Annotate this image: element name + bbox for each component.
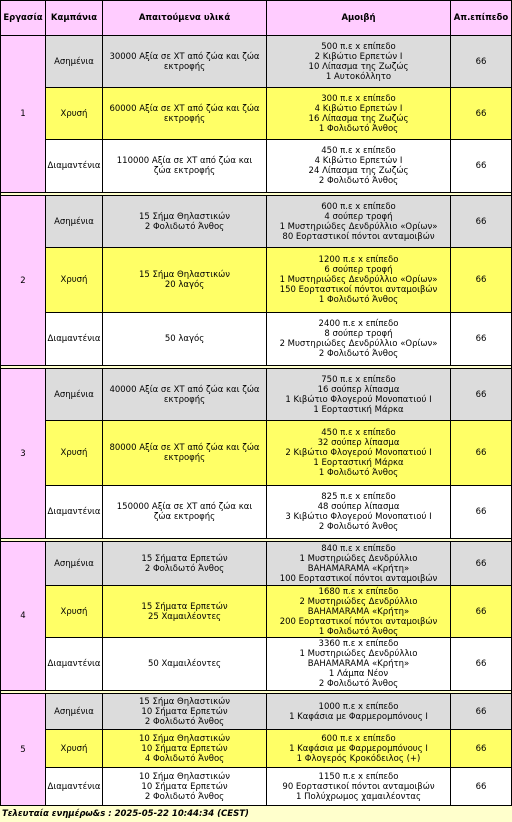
material-line: 2 Φολιδωτό Άνθος bbox=[144, 716, 225, 727]
reward bbox=[267, 486, 451, 539]
task-number: 3 bbox=[1, 369, 46, 539]
campaign-tier: Ασημένια bbox=[46, 369, 103, 421]
material-line: 25 Χαμαιλέοντες bbox=[147, 611, 222, 622]
material-line: 10 Σήματα Ερπετών bbox=[141, 706, 228, 717]
reward-line: BAHAMARAMA «Κρήτη» bbox=[307, 563, 410, 574]
reward-line: 300 π.ε x επίπεδο bbox=[321, 93, 396, 104]
required-level: 66 bbox=[451, 768, 512, 806]
material-line: 2 Φολιδωτό Άνθος bbox=[144, 221, 225, 232]
material-line: 15 Σήμα Θηλαστικών bbox=[139, 696, 230, 707]
reward bbox=[267, 768, 451, 806]
table-row bbox=[1, 196, 512, 248]
campaign-tier: Χρυσή bbox=[46, 730, 103, 768]
material-line: 20 λαγός bbox=[164, 280, 205, 290]
reward-line: 1 Καφάσια με Φαρμερομπόνους I bbox=[289, 711, 428, 722]
reward-line: 2 Κιβώτιο Ερπετών I bbox=[314, 51, 403, 62]
material-line: 2 Φολιδωτό Άνθος bbox=[144, 563, 225, 574]
reward bbox=[267, 248, 451, 313]
reward bbox=[267, 730, 451, 768]
material-line: 15 Σήματα Ερπετών bbox=[141, 553, 228, 564]
table-body bbox=[1, 36, 512, 806]
reward-line: 16 Λίπασμα της Ζωζώς bbox=[308, 113, 409, 124]
reward-line: 1 Μυστηριώδες Δενδρύλλιο «Ορίων» bbox=[279, 275, 438, 285]
required-materials bbox=[103, 730, 267, 768]
required-level: 66 bbox=[451, 486, 512, 539]
required-level: 66 bbox=[451, 694, 512, 730]
reward bbox=[267, 313, 451, 366]
reward bbox=[267, 36, 451, 88]
table-row bbox=[1, 768, 512, 806]
reward-line: 3360 π.ε x επίπεδο bbox=[318, 639, 399, 649]
reward-line: 1 Μυστηριώδες Δενδρύλλιο bbox=[299, 553, 418, 564]
reward-line: 150 Εορταστικοί πόντοι ανταμοιβών bbox=[279, 285, 438, 295]
table-row bbox=[1, 88, 512, 140]
material-line: 60000 Αξία σε ΧΤ από ζώα και ζώα bbox=[109, 103, 260, 114]
table-row bbox=[1, 730, 512, 768]
required-materials bbox=[103, 638, 267, 691]
campaign-tier: Διαμαντένια bbox=[46, 313, 103, 366]
reward-line: BAHAMARAMA «Κρήτη» bbox=[307, 606, 410, 617]
material-line: 50 Χαμαιλέοντες bbox=[147, 659, 222, 669]
table-row bbox=[1, 140, 512, 193]
reward-line: 80 Εορταστικοί πόντοι ανταμοιβών bbox=[282, 231, 435, 242]
material-line: 40000 Αξία σε ΧΤ από ζώα και ζώα bbox=[109, 384, 260, 395]
reward-line: 450 π.ε x επίπεδο bbox=[321, 146, 396, 156]
reward-line: 1 Φολιδωτό Άνθος bbox=[318, 123, 399, 134]
reward-line: 1150 π.ε x επίπεδο bbox=[318, 771, 399, 782]
reward bbox=[267, 421, 451, 486]
task-number: 5 bbox=[1, 694, 46, 806]
reward bbox=[267, 140, 451, 193]
required-materials bbox=[103, 542, 267, 586]
reward-line: 8 σούπερ τροφή bbox=[324, 329, 393, 339]
reward-line: 1 Εορταστική Μάρκα bbox=[313, 458, 404, 468]
table-row bbox=[1, 369, 512, 421]
required-materials bbox=[103, 421, 267, 486]
reward-line: 1 Κιβώτιο Φλογερού Μονοπατιού I bbox=[285, 394, 432, 405]
reward-line: 1 Λάμπα Νέον bbox=[328, 669, 389, 679]
reward-line: 1000 π.ε x επίπεδο bbox=[318, 701, 399, 712]
reward-line: 2 Φολιδωτό Άνθος bbox=[318, 522, 399, 532]
material-line: ζώα εκτροφής bbox=[153, 512, 216, 522]
reward-line: 4 σούπερ τροφή bbox=[324, 211, 393, 222]
required-materials bbox=[103, 36, 267, 88]
reward-line: 1 Αυτοκόλλητο bbox=[325, 71, 392, 82]
required-materials bbox=[103, 586, 267, 638]
campaign-tier: Διαμαντένια bbox=[46, 638, 103, 691]
reward-line: 3 Κιβώτιο Φλογερού Μονοπατιού I bbox=[285, 512, 432, 522]
required-materials bbox=[103, 313, 267, 366]
required-materials bbox=[103, 486, 267, 539]
reward-line: 1 Πολύχρωμος χαμαιλέοντας bbox=[295, 791, 422, 802]
campaign-tier: Χρυσή bbox=[46, 88, 103, 140]
reward-line: 1 Εορταστική Μάρκα bbox=[313, 404, 404, 415]
material-line: 10 Σήματα Ερπετών bbox=[141, 743, 228, 754]
campaign-tier: Διαμαντένια bbox=[46, 486, 103, 539]
table-row bbox=[1, 36, 512, 88]
reward bbox=[267, 542, 451, 586]
required-level: 66 bbox=[451, 36, 512, 88]
reward-line: 1 Φολιδωτό Άνθος bbox=[318, 468, 399, 478]
required-level: 66 bbox=[451, 730, 512, 768]
campaign-tier: Χρυσή bbox=[46, 248, 103, 313]
required-materials bbox=[103, 196, 267, 248]
task-number: 4 bbox=[1, 542, 46, 691]
reward-line: 1 Μυστηριώδες Δενδρύλλιο bbox=[299, 649, 418, 659]
reward-line: 1 Φολιδωτό Άνθος bbox=[318, 295, 399, 305]
table-row bbox=[1, 542, 512, 586]
last-updated: Τελευταία ενημέρω&s : 2025-05-22 10:44:34 (CEST) bbox=[2, 809, 249, 819]
campaign-tier: Χρυσή bbox=[46, 421, 103, 486]
reward-line: 100 Εορταστικοί πόντοι ανταμοιβών bbox=[279, 573, 438, 584]
reward-line: 4 Κιβώτιο Ερπετών I bbox=[314, 103, 403, 114]
campaign-tier: Διαμαντένια bbox=[46, 768, 103, 806]
reward-line: 1 Φολιδωτό Άνθος bbox=[318, 626, 399, 637]
required-materials bbox=[103, 768, 267, 806]
reward-line: 1680 π.ε x επίπεδο bbox=[318, 586, 399, 597]
reward-line: 2 Φολιδωτό Άνθος bbox=[318, 176, 399, 186]
reward-line: 4 Κιβώτιο Ερπετών I bbox=[314, 156, 403, 166]
campaign-tier: Ασημένια bbox=[46, 36, 103, 88]
material-line: 10 Σήμα Θηλαστικών bbox=[139, 733, 230, 744]
reward-line: 90 Εορταστικοί πόντοι ανταμοιβών bbox=[282, 781, 435, 792]
table-row bbox=[1, 638, 512, 691]
material-line: 2 Φολιδωτό Άνθος bbox=[144, 791, 225, 802]
required-level: 66 bbox=[451, 638, 512, 691]
material-line: ζώα εκτροφής bbox=[153, 166, 216, 176]
material-line: 110000 Αξία σε ΧΤ από ζώα και bbox=[116, 156, 253, 166]
material-line: 150000 Αξία σε ΧΤ από ζώα και bbox=[116, 502, 253, 512]
reward-line: 2 Μυστηριώδες Δενδρύλλιο bbox=[299, 596, 418, 607]
reward-line: 24 Λίπασμα της Ζωζώς bbox=[308, 166, 409, 176]
task-number: 1 bbox=[1, 36, 46, 193]
material-line: 10 Σήμα Θηλαστικών bbox=[139, 771, 230, 782]
table-row bbox=[1, 694, 512, 730]
reward-line: 825 π.ε x επίπεδο bbox=[321, 492, 396, 502]
required-level: 66 bbox=[451, 248, 512, 313]
reward-line: 1200 π.ε x επίπεδο bbox=[318, 255, 399, 265]
table-header-row bbox=[1, 1, 512, 36]
required-level: 66 bbox=[451, 140, 512, 193]
table-row bbox=[1, 486, 512, 539]
required-materials bbox=[103, 248, 267, 313]
material-line: εκτροφής bbox=[163, 394, 206, 405]
reward-line: BAHAMARAMA «Κρήτη» bbox=[307, 659, 410, 669]
reward-line: 6 σούπερ τροφή bbox=[324, 265, 393, 275]
reward-line: 840 π.ε x επίπεδο bbox=[321, 543, 396, 554]
material-line: 4 Φολιδωτό Άνθος bbox=[144, 753, 225, 764]
reward-line: 32 σούπερ λίπασμα bbox=[317, 438, 400, 448]
material-line: εκτροφής bbox=[163, 113, 206, 124]
material-line: 50 λαγός bbox=[164, 334, 205, 344]
reward-line: 500 π.ε x επίπεδο bbox=[321, 41, 396, 52]
campaign-tier: Ασημένια bbox=[46, 542, 103, 586]
required-materials bbox=[103, 140, 267, 193]
campaign-tier: Ασημένια bbox=[46, 196, 103, 248]
required-level: 66 bbox=[451, 369, 512, 421]
table-row bbox=[1, 248, 512, 313]
campaign-tier: Ασημένια bbox=[46, 694, 103, 730]
header-task: Εργασία bbox=[1, 1, 46, 36]
required-level: 66 bbox=[451, 586, 512, 638]
material-line: 80000 Αξία σε ΧΤ από ζώα και ζώα bbox=[109, 443, 260, 453]
material-line: 10 Σήματα Ερπετών bbox=[141, 781, 228, 792]
reward-line: 2 Φολιδωτό Άνθος bbox=[318, 349, 399, 359]
reward-line: 2 Μυστηριώδες Δενδρύλλιο «Ορίων» bbox=[279, 339, 438, 349]
table-row bbox=[1, 313, 512, 366]
reward bbox=[267, 196, 451, 248]
reward-line: 2 Κιβώτιο Φλογερού Μονοπατιού I bbox=[285, 448, 432, 458]
material-line: 30000 Αξία σε ΧΤ από ζώα και ζώα bbox=[109, 51, 260, 62]
reward-line: 750 π.ε x επίπεδο bbox=[321, 374, 396, 385]
header-campaign: Καμπάνια bbox=[46, 1, 103, 36]
material-line: 15 Σήμα Θηλαστικών bbox=[139, 270, 230, 280]
campaign-tier: Χρυσή bbox=[46, 586, 103, 638]
material-line: εκτροφής bbox=[163, 453, 206, 463]
required-materials bbox=[103, 694, 267, 730]
required-level: 66 bbox=[451, 542, 512, 586]
required-materials bbox=[103, 88, 267, 140]
header-reward: Αμοιβή bbox=[267, 1, 451, 36]
required-level: 66 bbox=[451, 196, 512, 248]
reward-line: 2 Φολιδωτό Άνθος bbox=[318, 679, 399, 689]
reward-line: 16 σούπερ λίπασμα bbox=[317, 384, 400, 395]
reward bbox=[267, 88, 451, 140]
reward-line: 10 Λίπασμα της Ζωζώς bbox=[308, 61, 409, 72]
header-materials: Απαιτούμενα υλικά bbox=[103, 1, 267, 36]
reward bbox=[267, 369, 451, 421]
table-row bbox=[1, 421, 512, 486]
reward-line: 600 π.ε x επίπεδο bbox=[321, 201, 396, 212]
reward bbox=[267, 694, 451, 730]
reward-line: 450 π.ε x επίπεδο bbox=[321, 428, 396, 438]
reward-line: 2400 π.ε x επίπεδο bbox=[318, 319, 399, 329]
reward bbox=[267, 586, 451, 638]
material-line: 15 Σήμα Θηλαστικών bbox=[139, 211, 230, 222]
reward-line: 200 Εορταστικοί πόντοι ανταμοιβών bbox=[279, 616, 438, 627]
header-level: Απ.επίπεδο bbox=[451, 1, 512, 36]
campaign-tier: Διαμαντένια bbox=[46, 140, 103, 193]
reward-line: 48 σούπερ λίπασμα bbox=[317, 502, 400, 512]
reward bbox=[267, 638, 451, 691]
required-level: 66 bbox=[451, 313, 512, 366]
required-level: 66 bbox=[451, 88, 512, 140]
required-level: 66 bbox=[451, 421, 512, 486]
table-row bbox=[1, 586, 512, 638]
reward-line: 1 Φλογερός Κροκόδειλος (+) bbox=[296, 753, 421, 764]
required-materials bbox=[103, 369, 267, 421]
material-line: 15 Σήματα Ερπετών bbox=[141, 601, 228, 612]
task-number: 2 bbox=[1, 196, 46, 366]
reward-line: 600 π.ε x επίπεδο bbox=[321, 733, 396, 744]
reward-line: 1 Μυστηριώδες Δενδρύλλιο «Ορίων» bbox=[279, 221, 438, 232]
material-line: εκτροφής bbox=[163, 61, 206, 72]
reward-line: 1 Καφάσια με Φαρμερομπόνους I bbox=[289, 743, 428, 754]
